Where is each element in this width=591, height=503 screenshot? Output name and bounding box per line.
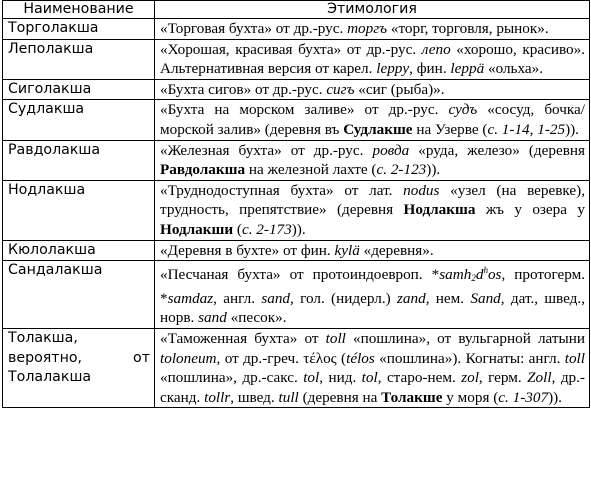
text-segment: h: [483, 265, 488, 276]
italic-term: leppy: [376, 60, 410, 78]
italic-term: samdaz: [167, 289, 214, 307]
text-segment: , фин.: [409, 60, 451, 78]
cell-name: Толакша, вероятно, от Толалакша: [3, 328, 155, 407]
bold-term: Судлакше: [343, 120, 413, 138]
italic-term: télos: [346, 349, 375, 367]
text-segment: )).: [565, 120, 579, 138]
cell-name: Нодлакша: [3, 180, 155, 240]
italic-term: zol: [461, 369, 479, 387]
text-segment: , протогерм. *: [160, 266, 585, 307]
italic-term: ровда: [372, 141, 410, 159]
text-segment: «сиг (рыба)».: [354, 80, 445, 98]
text-segment: (деревня на: [298, 388, 382, 406]
text-segment: «торг, торговля, рынок».: [387, 20, 549, 37]
italic-term: Sand: [470, 289, 501, 307]
text-segment: «Железная бухта» от др.-рус.: [160, 141, 373, 159]
text-segment: «хорошо, красиво». Альтернативная версия от карел.: [160, 40, 586, 78]
bold-term: Нодлакша: [403, 201, 476, 219]
italic-term: tol: [361, 369, 378, 387]
text-segment: «Хорошая, красивая бухта» от др.-рус.: [160, 40, 422, 58]
italic-term: tollr: [204, 388, 231, 406]
text-segment: «руда, железо» (деревня: [409, 141, 585, 159]
text-segment: «Труднодоступная бухта» от лат.: [160, 181, 404, 199]
text-segment: «Таможенная бухта» от: [160, 329, 326, 347]
text-segment: )).: [548, 388, 562, 406]
italic-term: os: [487, 266, 502, 284]
text-segment: жъ у озера у: [475, 201, 585, 219]
cell-etymology: [155, 100, 590, 140]
text-segment: , нем.: [425, 289, 471, 307]
cell-name: Равдолакша: [3, 140, 155, 180]
italic-term: leppä: [450, 60, 485, 78]
text-segment: «деревня».: [359, 241, 434, 259]
cell-name: Кюлолакша: [3, 240, 155, 261]
table-row: [3, 39, 590, 79]
italic-term: toloneum: [160, 349, 217, 367]
italic-term: sand: [261, 289, 291, 307]
italic-term: с. 2-173: [241, 220, 292, 238]
text-segment: , дат., швед., норв.: [160, 289, 585, 327]
text-segment: , англ.: [213, 289, 262, 307]
text-segment: , др.-сканд.: [160, 369, 585, 406]
header-name: Наименование: [3, 1, 155, 19]
text-segment: «Бухта сигов» от др.-рус.: [160, 80, 327, 98]
text-segment: «песок».: [226, 309, 287, 327]
text-segment: у моря (: [442, 388, 499, 406]
cell-etymology: [155, 261, 590, 329]
italic-term: торгъ: [347, 20, 388, 37]
italic-term: sand: [198, 309, 227, 327]
cell-etymology: [155, 328, 590, 407]
italic-term: лепо: [421, 40, 451, 58]
table-row: [3, 261, 590, 329]
bold-term: Равдолакша: [160, 161, 246, 179]
italic-term: с. 2-123: [376, 161, 427, 179]
text-segment: «пошлина»). Когнаты: англ.: [374, 349, 565, 367]
text-segment: , гол. (нидерл.): [290, 289, 397, 307]
italic-term: сигъ: [326, 80, 355, 98]
italic-term: Zoll: [527, 369, 552, 387]
text-segment: , нид.: [319, 369, 362, 387]
italic-term: kylä: [334, 241, 360, 259]
table-row: [3, 100, 590, 140]
italic-term: tol: [303, 369, 320, 387]
table-row: [3, 79, 590, 100]
italic-term: samh: [439, 266, 472, 284]
table-row: [3, 240, 590, 261]
cell-name: Сиголакша: [3, 79, 155, 100]
cell-name: Судлакша: [3, 100, 155, 140]
text-segment: «пошлина», др.-сакс.: [160, 369, 304, 387]
etymology-table: [2, 0, 590, 408]
table-row: [3, 180, 590, 240]
text-segment: «Бухта на морском заливе» от др.-рус.: [160, 101, 449, 119]
italic-term: d: [475, 266, 484, 284]
table-row: [3, 140, 590, 180]
cell-name: Торголакша: [3, 19, 155, 40]
cell-etymology: [155, 19, 590, 40]
cell-etymology: [155, 180, 590, 240]
text-segment: «сосуд, бочка/морской залив» (деревня въ: [160, 101, 585, 138]
table-row: [3, 19, 590, 40]
text-segment: «узел (на веревке), трудность, препятствие» (деревня: [160, 181, 586, 219]
cell-name: Леполакша: [3, 39, 155, 79]
text-segment: )).: [291, 220, 306, 238]
cell-name: Сандалакша: [3, 261, 155, 329]
text-segment: на Узерве (: [412, 120, 488, 138]
text-segment: «Торговая бухта» от др.-рус.: [160, 20, 348, 37]
text-segment: «пошлина», от вульгарной латыни: [345, 329, 585, 347]
cell-etymology: [155, 79, 590, 100]
italic-term: zand: [396, 289, 426, 307]
italic-term: с. 1-307: [498, 388, 549, 406]
text-segment: , герм.: [478, 369, 528, 387]
text-segment: «ольха».: [484, 60, 543, 78]
text-segment: на железной лахте (: [245, 161, 377, 179]
italic-term: toll: [325, 329, 346, 347]
text-segment: (: [233, 220, 242, 238]
cell-etymology: [155, 39, 590, 79]
text-segment: , швед.: [230, 388, 279, 406]
cell-etymology: [155, 140, 590, 180]
table-header-row: [3, 1, 590, 19]
header-etymology: Этимология: [155, 1, 590, 19]
italic-term: toll: [564, 349, 585, 367]
text-segment: , от др.-греч. τέλος (: [216, 349, 347, 367]
italic-term: tull: [278, 388, 299, 406]
italic-term: с. 1-14, 1-25: [487, 120, 566, 138]
bold-term: Толакше: [381, 388, 443, 406]
text-segment: 2: [471, 273, 476, 284]
bold-term: Нодлакши: [160, 220, 234, 238]
cell-etymology: [155, 240, 590, 261]
table-row: [3, 328, 590, 407]
text-segment: «Деревня в бухте» от фин.: [160, 241, 335, 259]
italic-term: nodus: [403, 181, 440, 199]
italic-term: судъ: [448, 101, 478, 119]
text-segment: )).: [426, 161, 441, 179]
text-segment: «Песчаная бухта» от протоиндоевроп. *: [160, 266, 440, 284]
text-segment: , старо-нем.: [377, 369, 462, 387]
